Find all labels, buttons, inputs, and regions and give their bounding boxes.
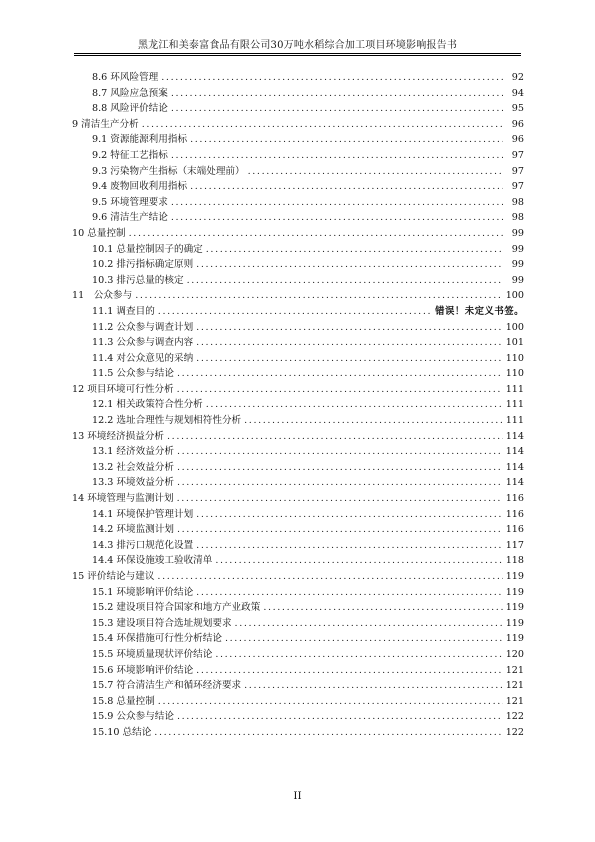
toc-leader-dots — [263, 600, 502, 616]
toc-leader-dots — [206, 242, 503, 258]
toc-entry[interactable] — [72, 491, 524, 507]
toc-entry[interactable] — [72, 585, 524, 601]
header-rule-top — [74, 53, 521, 54]
toc-entry-title: 11.2 公众参与调查计划 — [92, 321, 194, 333]
toc-leader-dots — [171, 101, 503, 117]
toc-entry-title: 15.4 环保措施可行性分析结论 — [92, 633, 222, 645]
toc-entry-page: 117 — [505, 539, 524, 551]
toc-entry[interactable] — [72, 117, 524, 133]
toc-entry[interactable] — [72, 663, 524, 679]
toc-entry[interactable] — [72, 86, 524, 102]
toc-entry-page: 99 — [511, 274, 524, 286]
toc-entry[interactable] — [72, 335, 524, 351]
toc-leader-dots — [187, 273, 503, 289]
toc-entry-page: 119 — [505, 617, 524, 629]
toc-leader-dots — [177, 709, 503, 725]
toc-entry[interactable] — [72, 273, 524, 289]
toc-entry-title: 8.8 风险评价结论 — [92, 103, 168, 115]
toc-entry[interactable] — [72, 647, 524, 663]
toc-leader-dots — [190, 132, 503, 148]
toc-leader-dots — [177, 460, 503, 476]
toc-leader-dots — [196, 335, 503, 351]
toc-entry-page: 97 — [511, 149, 524, 161]
toc-entry[interactable] — [72, 132, 524, 148]
toc-entry[interactable] — [72, 694, 524, 710]
toc-leader-dots — [154, 725, 502, 741]
toc-entry[interactable] — [72, 569, 524, 585]
toc-leader-dots — [196, 320, 503, 336]
toc-entry[interactable] — [72, 538, 524, 554]
table-of-contents — [72, 70, 524, 741]
toc-entry[interactable] — [72, 616, 524, 632]
toc-entry-page: 122 — [505, 726, 524, 738]
toc-leader-dots — [190, 179, 503, 195]
toc-entry-page: 95 — [511, 103, 524, 115]
toc-leader-dots — [135, 288, 503, 304]
toc-entry-title: 15.1 环境影响评价结论 — [92, 586, 194, 598]
toc-entry[interactable] — [72, 179, 524, 195]
toc-entry-page: 114 — [505, 477, 524, 489]
toc-entry[interactable] — [72, 725, 524, 741]
page-number: II — [293, 790, 302, 802]
toc-entry-title: 13 环境经济损益分析 — [72, 430, 165, 442]
toc-entry[interactable] — [72, 320, 524, 336]
toc-entry[interactable] — [72, 507, 524, 523]
toc-leader-dots — [158, 694, 503, 710]
toc-entry-title: 9 清洁生产分析 — [72, 118, 139, 130]
toc-entry-title: 11 公众参与 — [72, 290, 133, 302]
toc-entry[interactable] — [72, 678, 524, 694]
toc-leader-dots — [177, 382, 503, 398]
toc-entry-title: 12 项目环境可行性分析 — [72, 383, 174, 395]
toc-entry-title: 13.1 经济效益分析 — [92, 446, 174, 458]
toc-entry[interactable] — [72, 226, 524, 242]
toc-entry[interactable] — [72, 195, 524, 211]
running-header: 黑龙江和美泰富食品有限公司30万吨水稻综合加工项目环境影响报告书 — [137, 40, 458, 51]
toc-entry[interactable] — [72, 475, 524, 491]
toc-entry-page: 99 — [511, 259, 524, 271]
toc-entry-title: 8.7 风险应急预案 — [92, 87, 168, 99]
toc-entry-title: 10.1 总量控制因子的确定 — [92, 243, 203, 255]
toc-leader-dots — [248, 164, 503, 180]
toc-entry[interactable] — [72, 600, 524, 616]
toc-entry-title: 15.5 环境质量现状评价结论 — [92, 648, 213, 660]
toc-leader-dots — [157, 569, 502, 585]
toc-entry-title: 15.9 公众参与结论 — [92, 711, 174, 723]
toc-entry[interactable] — [72, 413, 524, 429]
toc-entry-page: 110 — [505, 352, 524, 364]
toc-leader-dots — [171, 148, 503, 164]
toc-entry-page: 99 — [511, 243, 524, 255]
toc-entry[interactable] — [72, 242, 524, 258]
toc-entry-page: 119 — [505, 602, 524, 614]
toc-entry-page: 98 — [511, 196, 524, 208]
toc-leader-dots — [196, 507, 503, 523]
toc-entry-title: 9.4 废物回收利用指标 — [92, 181, 188, 193]
toc-entry[interactable] — [72, 429, 524, 445]
toc-leader-dots — [206, 397, 503, 413]
toc-entry-page: 114 — [505, 461, 524, 473]
toc-entry-title: 15.3 建设项目符合选址规划要求 — [92, 617, 232, 629]
toc-entry-title: 10.3 排污总量的核定 — [92, 274, 184, 286]
toc-entry-title: 14.1 环境保护管理计划 — [92, 508, 194, 520]
toc-leader-dots — [235, 616, 503, 632]
toc-leader-dots — [177, 366, 503, 382]
toc-entry[interactable] — [72, 164, 524, 180]
toc-entry-page: 94 — [511, 87, 524, 99]
toc-entry-title: 9.1 资源能源利用指标 — [92, 134, 188, 146]
toc-entry-page: 114 — [505, 430, 524, 442]
toc-entry-title: 14.3 排污口规范化设置 — [92, 539, 194, 551]
toc-entry-page: 99 — [511, 227, 524, 239]
toc-entry[interactable] — [72, 444, 524, 460]
toc-entry[interactable] — [72, 631, 524, 647]
toc-leader-dots — [171, 210, 503, 226]
toc-entry-page: 119 — [505, 586, 524, 598]
toc-entry-page: 111 — [505, 415, 524, 427]
toc-entry-title: 13.3 环境效益分析 — [92, 477, 174, 489]
toc-entry[interactable] — [72, 522, 524, 538]
toc-entry-page: 96 — [511, 134, 524, 146]
toc-entry-page: 101 — [505, 337, 524, 349]
toc-entry-page: 100 — [505, 321, 524, 333]
toc-leader-dots — [196, 663, 503, 679]
toc-entry[interactable] — [72, 709, 524, 725]
toc-entry-title: 15 评价结论与建议 — [72, 571, 155, 582]
toc-entry-page: 92 — [511, 72, 524, 83]
toc-entry-page: 119 — [505, 571, 524, 582]
toc-leader-dots — [167, 429, 503, 445]
toc-entry-page: 96 — [511, 118, 524, 130]
toc-entry-title: 12.2 选址合理性与规划相符性分析 — [92, 415, 242, 427]
toc-entry-page: 120 — [505, 648, 524, 660]
toc-entry-page: 97 — [511, 181, 524, 193]
toc-entry-title: 8.6 环风险管理 — [92, 72, 159, 83]
toc-entry-title: 11.5 公众参与结论 — [92, 368, 174, 380]
toc-leader-dots — [158, 304, 432, 320]
toc-entry-page: 121 — [505, 680, 524, 692]
toc-leader-dots — [244, 413, 503, 429]
toc-entry-page: 116 — [505, 508, 524, 520]
toc-entry-page: 97 — [511, 165, 524, 177]
toc-entry-title: 11.1 调查目的 — [92, 305, 155, 317]
toc-entry[interactable] — [72, 304, 524, 320]
toc-entry-page: 118 — [505, 555, 524, 567]
toc-leader-dots — [177, 522, 503, 538]
toc-entry-error: 错误！未定义书签。 — [435, 305, 524, 317]
toc-leader-dots — [196, 538, 503, 554]
toc-entry[interactable] — [72, 382, 524, 398]
toc-entry-page: 122 — [505, 711, 524, 723]
toc-entry-page: 98 — [511, 212, 524, 224]
toc-entry-page: 121 — [505, 664, 524, 676]
toc-entry[interactable] — [72, 397, 524, 413]
toc-leader-dots — [129, 226, 503, 242]
toc-entry-title: 9.6 清洁生产结论 — [92, 212, 168, 224]
toc-entry[interactable] — [72, 148, 524, 164]
toc-leader-dots — [171, 195, 503, 211]
toc-leader-dots — [244, 678, 503, 694]
toc-entry-title: 15.6 环境影响评价结论 — [92, 664, 194, 676]
toc-leader-dots — [161, 70, 503, 86]
toc-entry-page: 116 — [505, 493, 524, 505]
toc-entry-page: 110 — [505, 368, 524, 380]
header-rule-bottom — [74, 55, 521, 56]
toc-leader-dots — [142, 117, 503, 133]
toc-entry[interactable] — [72, 70, 524, 86]
toc-entry[interactable] — [72, 351, 524, 367]
toc-entry-title: 10.2 排污指标确定原则 — [92, 259, 194, 271]
toc-entry-title: 15.8 总量控制 — [92, 695, 155, 707]
toc-entry-page: 114 — [505, 446, 524, 458]
toc-entry-page: 111 — [505, 383, 524, 395]
toc-leader-dots — [215, 553, 502, 569]
toc-entry-title: 14.4 环保设施竣工验收清单 — [92, 555, 213, 567]
toc-entry-title: 14.2 环境监测计划 — [92, 524, 174, 536]
toc-entry-title: 15.7 符合清洁生产和循环经济要求 — [92, 680, 242, 692]
toc-entry-title: 11.4 对公众意见的采纳 — [92, 352, 194, 364]
toc-leader-dots — [177, 444, 503, 460]
toc-entry[interactable] — [72, 553, 524, 569]
toc-entry[interactable] — [72, 288, 524, 304]
toc-entry[interactable] — [72, 460, 524, 476]
toc-leader-dots — [196, 351, 503, 367]
toc-leader-dots — [177, 475, 503, 491]
toc-entry-page: 111 — [505, 399, 524, 411]
toc-entry[interactable] — [72, 101, 524, 117]
toc-entry-page: 121 — [505, 695, 524, 707]
toc-entry-title: 10 总量控制 — [72, 227, 126, 239]
toc-entry-page: 116 — [505, 524, 524, 536]
toc-entry[interactable] — [72, 366, 524, 382]
toc-entry-page: 119 — [505, 633, 524, 645]
toc-entry-title: 14 环境管理与监测计划 — [72, 493, 174, 505]
toc-leader-dots — [196, 585, 503, 601]
toc-entry-title: 15.10 总结论 — [92, 726, 152, 738]
toc-entry[interactable] — [72, 257, 524, 273]
toc-entry-title: 11.3 公众参与调查内容 — [92, 337, 194, 349]
toc-entry-page: 100 — [505, 290, 524, 302]
toc-entry-title: 13.2 社会效益分析 — [92, 461, 174, 473]
toc-entry-title: 9.2 特征工艺指标 — [92, 149, 168, 161]
toc-entry-title: 15.2 建设项目符合国家和地方产业政策 — [92, 602, 261, 614]
toc-leader-dots — [225, 631, 503, 647]
toc-entry-title: 9.3 污染物产生指标（末端处理前） — [92, 165, 245, 177]
toc-entry[interactable] — [72, 210, 524, 226]
toc-entry-title: 12.1 相关政策符合性分析 — [92, 399, 203, 411]
toc-leader-dots — [215, 647, 502, 663]
toc-leader-dots — [171, 86, 503, 102]
toc-leader-dots — [177, 491, 503, 507]
toc-leader-dots — [196, 257, 503, 273]
toc-entry-title: 9.5 环境管理要求 — [92, 196, 168, 208]
